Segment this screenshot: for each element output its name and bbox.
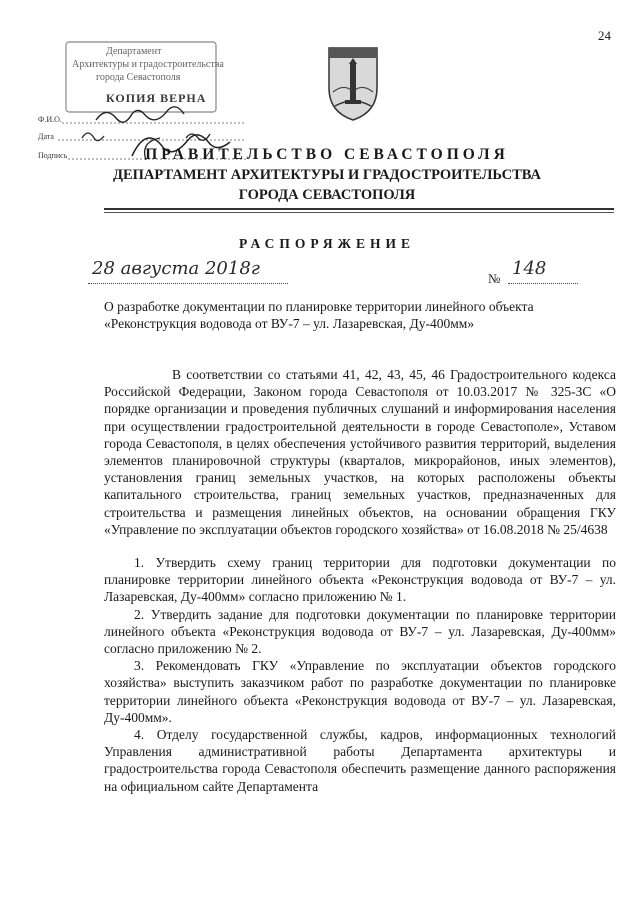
order-item-4: 4. Отделу государственной службы, кадров, информационных технологий Управления административной работы Департамента архитектуры и градостроительства города Севастополя обеспечить размещение данного распоряжения на официальном сайте Департамента [104, 727, 616, 794]
document-type: РАСПОРЯЖЕНИЕ [238, 236, 416, 251]
number-underline [508, 283, 578, 284]
header-divider-thin [104, 212, 614, 213]
svg-text:Дата: Дата [38, 132, 54, 141]
coat-of-arms-emblem [323, 44, 383, 124]
department-title-line2: ГОРОДА СЕВАСТОПОЛЯ [238, 187, 416, 203]
government-title: ПРАВИТЕЛЬСТВО СЕВАСТОПОЛЯ [145, 146, 509, 163]
order-item-2: 2. Утвердить задание для подготовки документации по планировке территории линейного объекта «Реконструкция водовода от ВУ-7 – ул. Лазаревская, Ду-400мм» согласно приложению № 2. [104, 606, 616, 657]
svg-text:города Севастополя: города Севастополя [96, 72, 181, 83]
svg-text:Департамент: Департамент [106, 46, 162, 57]
preamble-paragraph: В соответствии со статьями 41, 42, 43, 45, 46 Градостроительного кодекса Российской Федерации, Законом города Севастополя от 10.03.2017 № 325-ЗС «О порядке организации и проведения публичных слушаний и информирования населения при осуществлении градостроительной деятельности в городе Севастополе», Уставом города Севастополя, в целях обеспечения устойчивого развития территорий, выделения элементов планировочной структуры (кварталов, микрорайонов, иных элементов), установления границ земельных участков, на которых расположены объекты капитального строительства, границ земельных участков, предназначенных для строительства и размещения линейных объектов, на основании обращения ГКУ «Управление по эксплуатации объектов городского хозяйства» от 16.08.2018 № 25/4638 [104, 367, 616, 537]
department-title-line1: ДЕПАРТАМЕНТ АРХИТЕКТУРЫ И ГРАДОСТРОИТЕЛЬСТВА [112, 167, 542, 183]
page-number: 24 [598, 28, 611, 43]
number-label: № [488, 271, 501, 286]
order-date-handwritten: 28 августа 2018г [92, 258, 260, 279]
order-subject: О разработке документации по планировке территории линейного объекта «Реконструкция водовода от ВУ-7 – ул. Лазаревская, Ду-400мм» [104, 299, 534, 331]
order-item-3: 3. Рекомендовать ГКУ «Управление по эксплуатации объектов городского хозяйства» выступить заказчиком работ по разработке документации по планировке территории линейного объекта «Реконструкция водовода от ВУ-7 – ул. Лазаревская, Ду-400мм». [104, 658, 616, 725]
date-underline [88, 283, 288, 284]
svg-text:Подпись: Подпись [38, 151, 68, 160]
order-body [104, 366, 616, 795]
order-item-1: 1. Утвердить схему границ территории для подготовки документации по планировке территории линейного объекта «Реконструкция водовода от ВУ-7 – ул. Лазаревская, Ду-400мм» согласно приложению № 1. [104, 555, 616, 605]
svg-text:Архитектуры и градостроительст: Архитектуры и градостроительства [72, 59, 224, 70]
svg-text:Ф.И.О.: Ф.И.О. [38, 115, 62, 124]
header-divider [104, 208, 614, 210]
order-number-handwritten: 148 [512, 258, 547, 279]
svg-text:КОПИЯ ВЕРНА: КОПИЯ ВЕРНА [106, 91, 207, 105]
